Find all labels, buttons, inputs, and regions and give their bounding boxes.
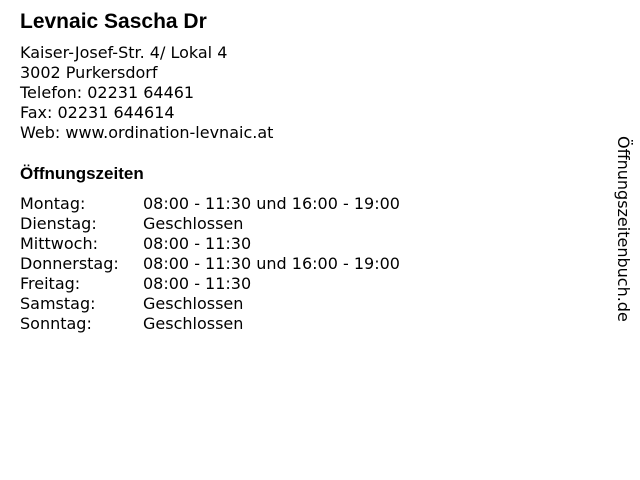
- time-value: Geschlossen: [143, 214, 244, 233]
- address-city: 3002 Purkersdorf: [20, 63, 158, 82]
- time-value: Geschlossen: [143, 314, 244, 333]
- day-label: Donnerstag:: [20, 254, 119, 273]
- brand-watermark: [613, 136, 633, 362]
- day-label: Samstag:: [20, 294, 96, 313]
- day-label: Dienstag:: [20, 214, 97, 233]
- time-value: 08:00 - 11:30 und 16:00 - 19:00: [143, 194, 400, 213]
- day-label: Sonntag:: [20, 314, 92, 333]
- website: Web: www.ordination-levnaic.at: [20, 123, 274, 142]
- time-value: 08:00 - 11:30: [143, 234, 252, 253]
- address-street: Kaiser-Josef-Str. 4/ Lokal 4: [20, 43, 228, 62]
- phone-number: Telefon: 02231 64461: [20, 83, 195, 102]
- day-label: Mittwoch:: [20, 234, 98, 253]
- contact-block: [20, 43, 273, 143]
- time-value: 08:00 - 11:30 und 16:00 - 19:00: [143, 254, 400, 273]
- opening-hours-heading: Öffnungszeiten: [20, 164, 144, 183]
- day-label: Montag:: [20, 194, 86, 213]
- fax-number: Fax: 02231 644614: [20, 103, 175, 122]
- time-value: 08:00 - 11:30: [143, 274, 252, 293]
- day-label: Freitag:: [20, 274, 81, 293]
- brand-text: Öffnungszeitenbuch.de: [614, 136, 633, 322]
- time-value: Geschlossen: [143, 294, 244, 313]
- business-name: Levnaic Sascha Dr: [20, 10, 207, 33]
